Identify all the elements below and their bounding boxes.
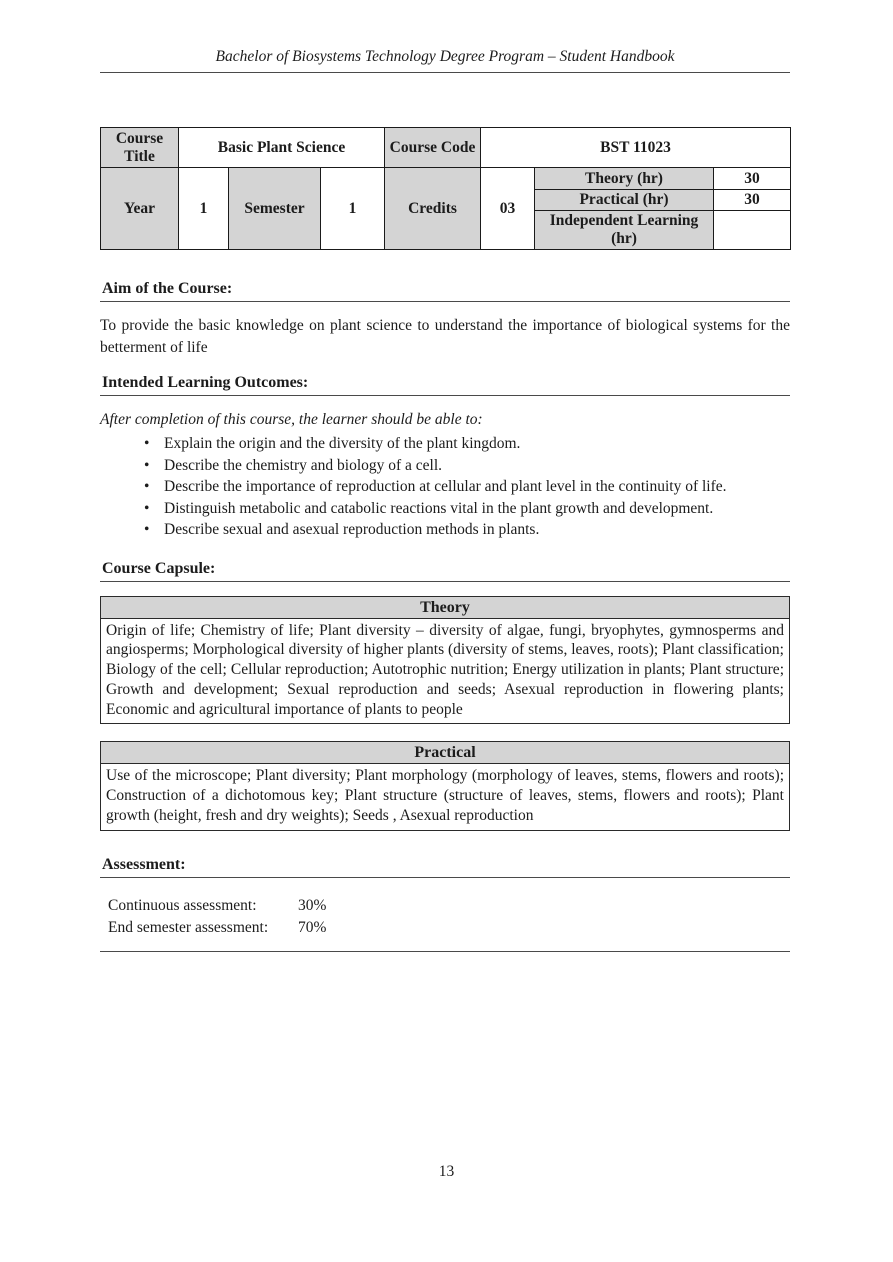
assessment-row [108, 917, 790, 939]
theory-box-text: Origin of life; Chemistry of life; Plant diversity – diversity of algae, fungi, bryophytes, gymnosperms and angiosperms; Morphological diversity of higher plants (diversity of stems, leaves, roots); Plant classification; Biology of the cell; Cellular reproduction; Autotrophic nutrition; Energy utilization in plants; Plant structure; Growth and development; Sexual reproduction and seeds; Asexual reproduction in flowering plants; Economic and agricultural importance of plants to people [106, 621, 784, 718]
assessment-row-label: End semester assessment: [108, 918, 269, 936]
assessment-row-value: 70% [298, 918, 327, 936]
list-item: • Describe the chemistry and biology of a cell. [144, 455, 790, 477]
credits-value-cell: 03 [481, 168, 535, 250]
aim-paragraph: To provide the basic knowledge on plant science to understand the importance of biological systems for the betterment of life [100, 317, 790, 356]
independent-learning-value-cell [714, 211, 791, 250]
theory-hr-value-cell: 30 [714, 168, 791, 190]
practical-box-text: Use of the microscope; Plant diversity; Plant morphology (morphology of leaves, stems, flowers and roots); Construction of a dichotomous key; Plant structure (structure of leaves, stems, flowers and roots); Plant growth (height, fresh and dry weights); Seeds , Asexual reproduction [106, 767, 784, 825]
theory-capsule-box [100, 596, 790, 725]
capsule-heading: Course Capsule: [100, 559, 790, 582]
assessment-row-label: Continuous assessment: [108, 896, 257, 914]
ilo-list [100, 433, 790, 541]
year-value-cell: 1 [179, 168, 229, 250]
course-info-table [100, 127, 791, 250]
ilo-lead-text: After completion of this course, the learner should be able to: [100, 411, 483, 428]
independent-learning-label-cell: Independent Learning (hr) [535, 211, 714, 250]
table-row [101, 168, 791, 190]
course-title-label-cell: Course Title [101, 128, 179, 168]
assessment-rows [100, 895, 790, 939]
list-item: • Distinguish metabolic and catabolic reactions vital in the plant growth and development. [144, 498, 790, 520]
theory-box-title: Theory [101, 597, 789, 619]
assessment-heading: Assessment: [100, 855, 790, 878]
semester-label-cell: Semester [229, 168, 321, 250]
page-header-text: Bachelor of Biosystems Technology Degree Program – Student Handbook [215, 48, 675, 65]
theory-hr-label-cell: Theory (hr) [535, 168, 714, 190]
practical-box-title: Practical [101, 742, 789, 764]
table-row [101, 128, 791, 168]
course-code-value-cell: BST 11023 [481, 128, 791, 168]
practical-hr-value-cell: 30 [714, 190, 791, 211]
assessment-row [108, 895, 790, 917]
semester-value-cell: 1 [321, 168, 385, 250]
year-label-cell: Year [101, 168, 179, 250]
ilo-heading: Intended Learning Outcomes: [100, 373, 790, 396]
page-header [100, 0, 790, 73]
aim-heading: Aim of the Course: [100, 279, 790, 302]
page-number: 13 [438, 1163, 455, 1180]
bottom-divider [100, 951, 790, 952]
practical-capsule-box [100, 741, 790, 830]
list-item: • Describe the importance of reproduction at cellular and plant level in the continuity of life. [144, 476, 790, 498]
page-content [100, 0, 790, 952]
credits-label-cell: Credits [385, 168, 481, 250]
course-code-label-cell: Course Code [385, 128, 481, 168]
list-item: • Describe sexual and asexual reproduction methods in plants. [144, 519, 790, 541]
assessment-row-value: 30% [298, 896, 327, 914]
list-item: • Explain the origin and the diversity of the plant kingdom. [144, 433, 790, 455]
course-title-value-cell: Basic Plant Science [179, 128, 385, 168]
practical-hr-label-cell: Practical (hr) [535, 190, 714, 211]
